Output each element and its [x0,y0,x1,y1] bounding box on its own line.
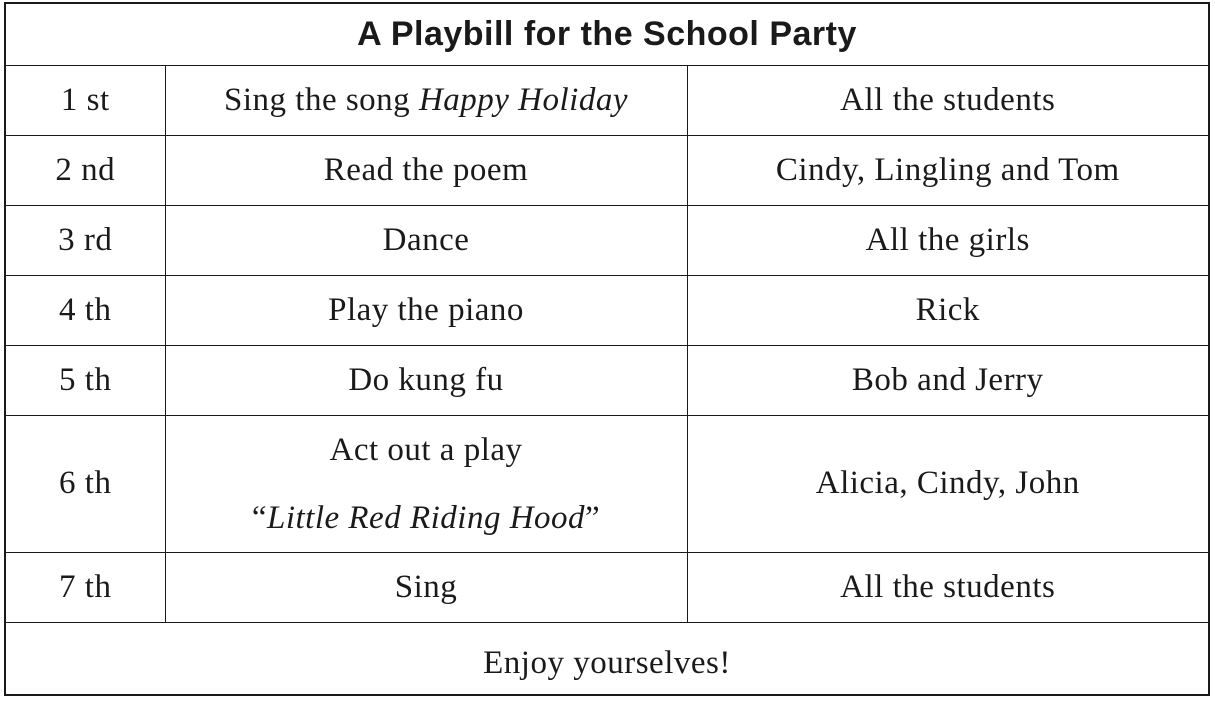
footer-row [6,622,1208,704]
performers-cell: Alicia, Cindy, John [687,415,1208,552]
close-quote: ” [585,499,601,536]
act-cell: Do kung fu [165,345,687,415]
performers-cell: All the students [687,65,1208,135]
table-row [6,275,1208,345]
open-quote: “ [251,499,267,536]
act-cell [165,65,687,135]
order-cell: 5 th [6,345,165,415]
order-cell: 2 nd [6,135,165,205]
order-cell: 1 st [6,65,165,135]
order-cell: 3 rd [6,205,165,275]
performers-cell: Cindy, Lingling and Tom [687,135,1208,205]
act-cell: Play the piano [165,275,687,345]
footer-message: Enjoy yourselves! [6,622,1208,704]
act-cell: Read the poem [165,135,687,205]
performers-cell: All the students [687,552,1208,622]
table-row [6,65,1208,135]
table-row [6,135,1208,205]
playbill-table [6,4,1208,704]
act-line: Act out a play [329,431,523,468]
song-title: Happy Holiday [418,81,628,118]
performers-cell: Bob and Jerry [687,345,1208,415]
table-row [6,552,1208,622]
performers-cell: Rick [687,275,1208,345]
act-cell: Dance [165,205,687,275]
play-title-line [172,484,681,552]
table-row [6,345,1208,415]
order-cell: 4 th [6,275,165,345]
act-cell: Sing [165,552,687,622]
title-row [6,4,1208,65]
act-cell [165,415,687,552]
act-text: Sing the song [224,81,419,118]
play-title: Little Red Riding Hood [266,499,586,536]
playbill-sheet [4,2,1210,696]
performers-cell: All the girls [687,205,1208,275]
order-cell: 6 th [6,415,165,552]
playbill-title: A Playbill for the School Party [6,4,1208,65]
table-row [6,415,1208,552]
order-cell: 7 th [6,552,165,622]
table-row [6,205,1208,275]
